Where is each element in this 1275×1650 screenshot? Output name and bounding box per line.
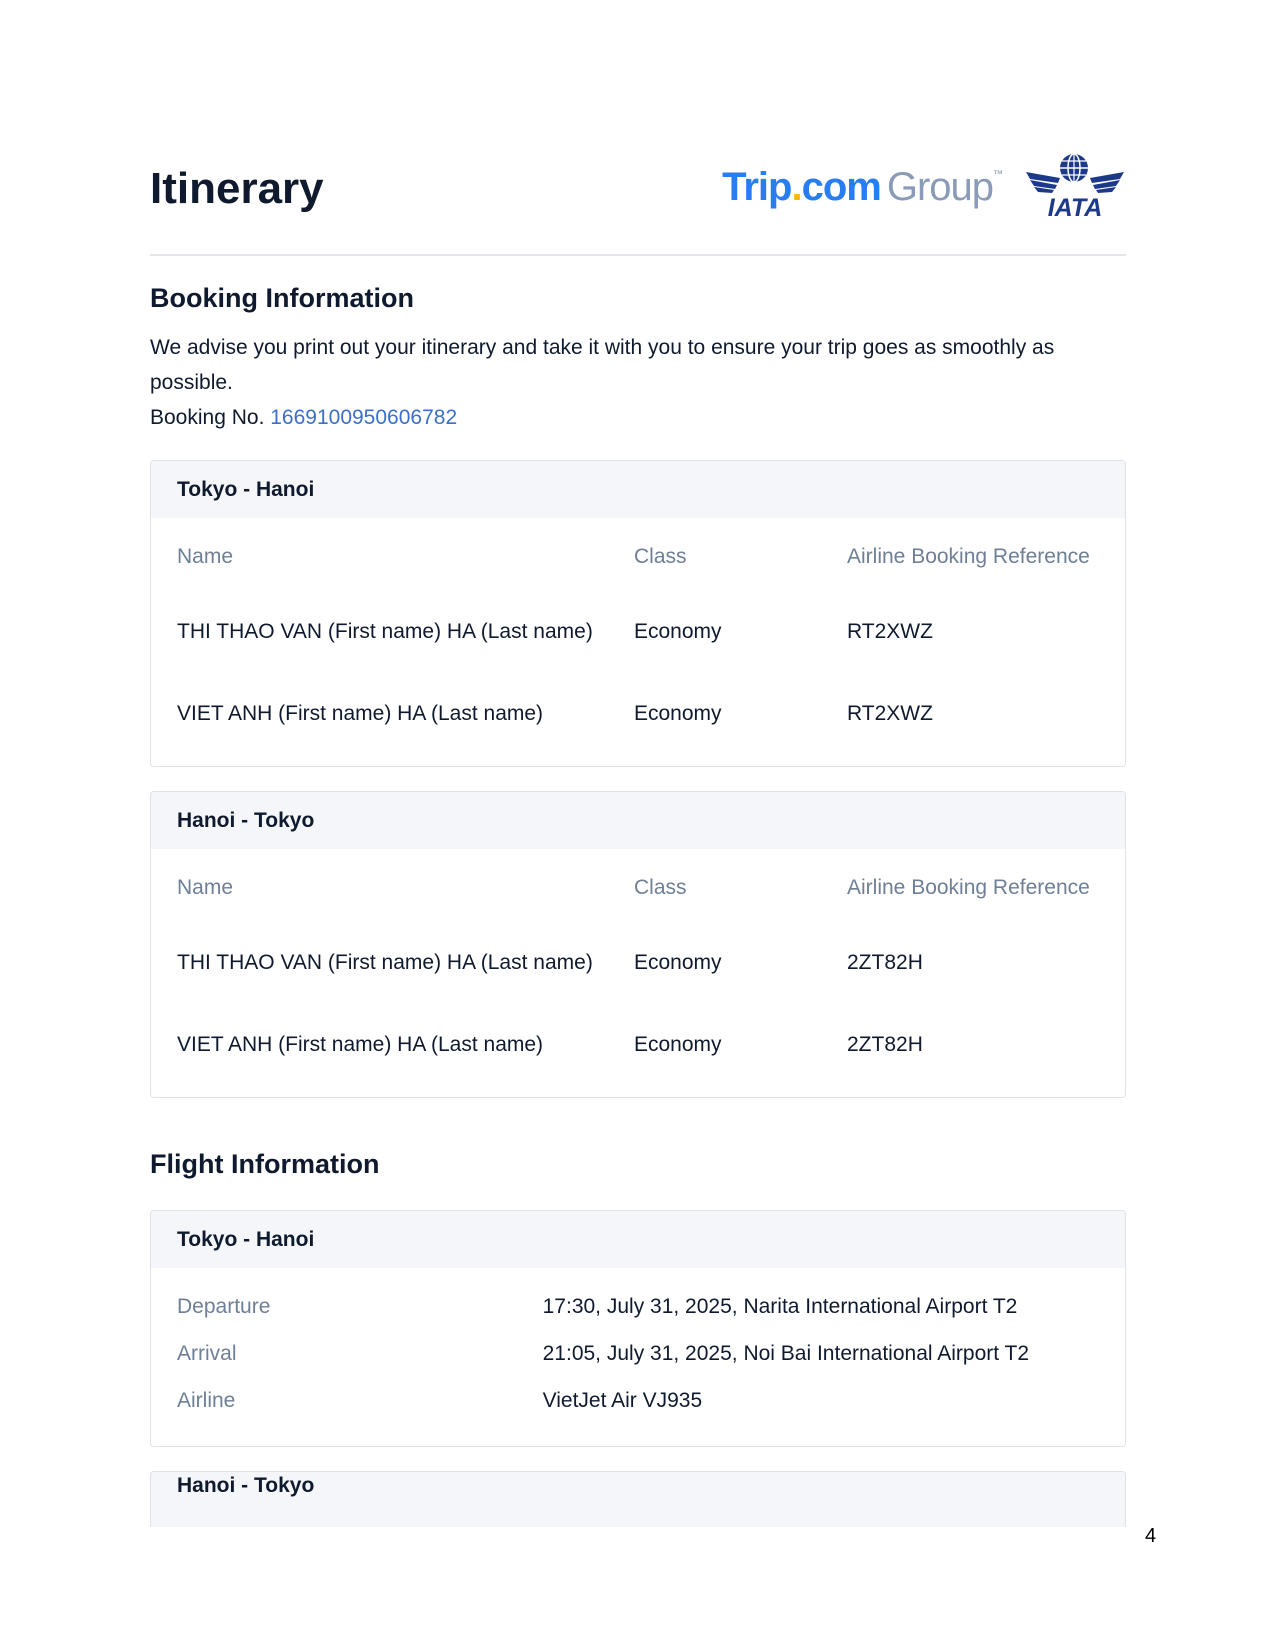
column-header-name: Name xyxy=(177,545,234,568)
flight-row-departure xyxy=(177,1289,1099,1336)
logos xyxy=(722,152,1126,222)
booking-card-tokyo-hanoi xyxy=(150,460,1126,767)
iata-logo xyxy=(1024,152,1126,222)
flight-section-title: Flight Information xyxy=(150,1149,380,1179)
svg-text:IATA: IATA xyxy=(1047,194,1103,222)
page-title: Itinerary xyxy=(150,164,324,213)
booking-number-line xyxy=(150,400,1126,435)
booking-number-label: Booking No. xyxy=(150,406,265,429)
column-header-reference: Airline Booking Reference xyxy=(847,876,1090,899)
arrival-label: Arrival xyxy=(177,1342,237,1365)
table-row xyxy=(177,1027,1099,1062)
flight-card-hanoi-tokyo xyxy=(150,1471,1126,1527)
column-header-class: Class xyxy=(634,876,687,899)
passenger-class: Economy xyxy=(634,1033,722,1056)
flight-row-arrival xyxy=(177,1336,1099,1383)
booking-reference: 2ZT82H xyxy=(847,951,923,974)
passenger-name: THI THAO VAN (First name) HA (Last name) xyxy=(177,620,593,643)
table-row xyxy=(177,614,1099,696)
page-number: 4 xyxy=(1145,1525,1157,1547)
passenger-name: VIET ANH (First name) HA (Last name) xyxy=(177,702,544,725)
departure-value: 17:30, July 31, 2025, Narita International Airport T2 xyxy=(542,1295,1018,1318)
card-route-title: Tokyo - Hanoi xyxy=(151,461,1125,518)
passenger-name: VIET ANH (First name) HA (Last name) xyxy=(177,1033,544,1056)
booking-intro xyxy=(150,330,1126,435)
booking-number-link[interactable]: 1669100950606782 xyxy=(270,406,458,429)
page-header xyxy=(150,150,1126,250)
flight-card-tokyo-hanoi xyxy=(150,1210,1126,1447)
passenger-class: Economy xyxy=(634,620,722,643)
table-header-row xyxy=(177,870,1099,945)
column-header-reference: Airline Booking Reference xyxy=(847,545,1090,568)
departure-label: Departure xyxy=(177,1295,271,1318)
airline-label: Airline xyxy=(177,1389,236,1412)
airline-value: VietJet Air VJ935 xyxy=(542,1389,703,1412)
table-row xyxy=(177,945,1099,1027)
booking-reference: RT2XWZ xyxy=(847,620,933,643)
header-divider xyxy=(150,254,1126,256)
passenger-name: THI THAO VAN (First name) HA (Last name) xyxy=(177,951,593,974)
table-row xyxy=(177,696,1099,731)
booking-reference: RT2XWZ xyxy=(847,702,933,725)
booking-card-hanoi-tokyo xyxy=(150,791,1126,1098)
card-route-title: Hanoi - Tokyo xyxy=(151,1472,1125,1527)
passenger-class: Economy xyxy=(634,702,722,725)
trip-com-group-logo: Trip.com Group™ xyxy=(722,164,1002,209)
column-header-class: Class xyxy=(634,545,687,568)
card-route-title: Hanoi - Tokyo xyxy=(151,792,1125,849)
card-route-title: Tokyo - Hanoi xyxy=(151,1211,1125,1268)
table-header-row xyxy=(177,539,1099,614)
flight-row-airline xyxy=(177,1383,1099,1418)
arrival-value: 21:05, July 31, 2025, Noi Bai International Airport T2 xyxy=(542,1342,1030,1365)
passenger-class: Economy xyxy=(634,951,722,974)
booking-section-title: Booking Information xyxy=(150,283,414,313)
column-header-name: Name xyxy=(177,876,234,899)
booking-reference: 2ZT82H xyxy=(847,1033,923,1056)
booking-advice: We advise you print out your itinerary and take it with you to ensure your trip goes as smoothly as possible. xyxy=(150,336,1055,394)
